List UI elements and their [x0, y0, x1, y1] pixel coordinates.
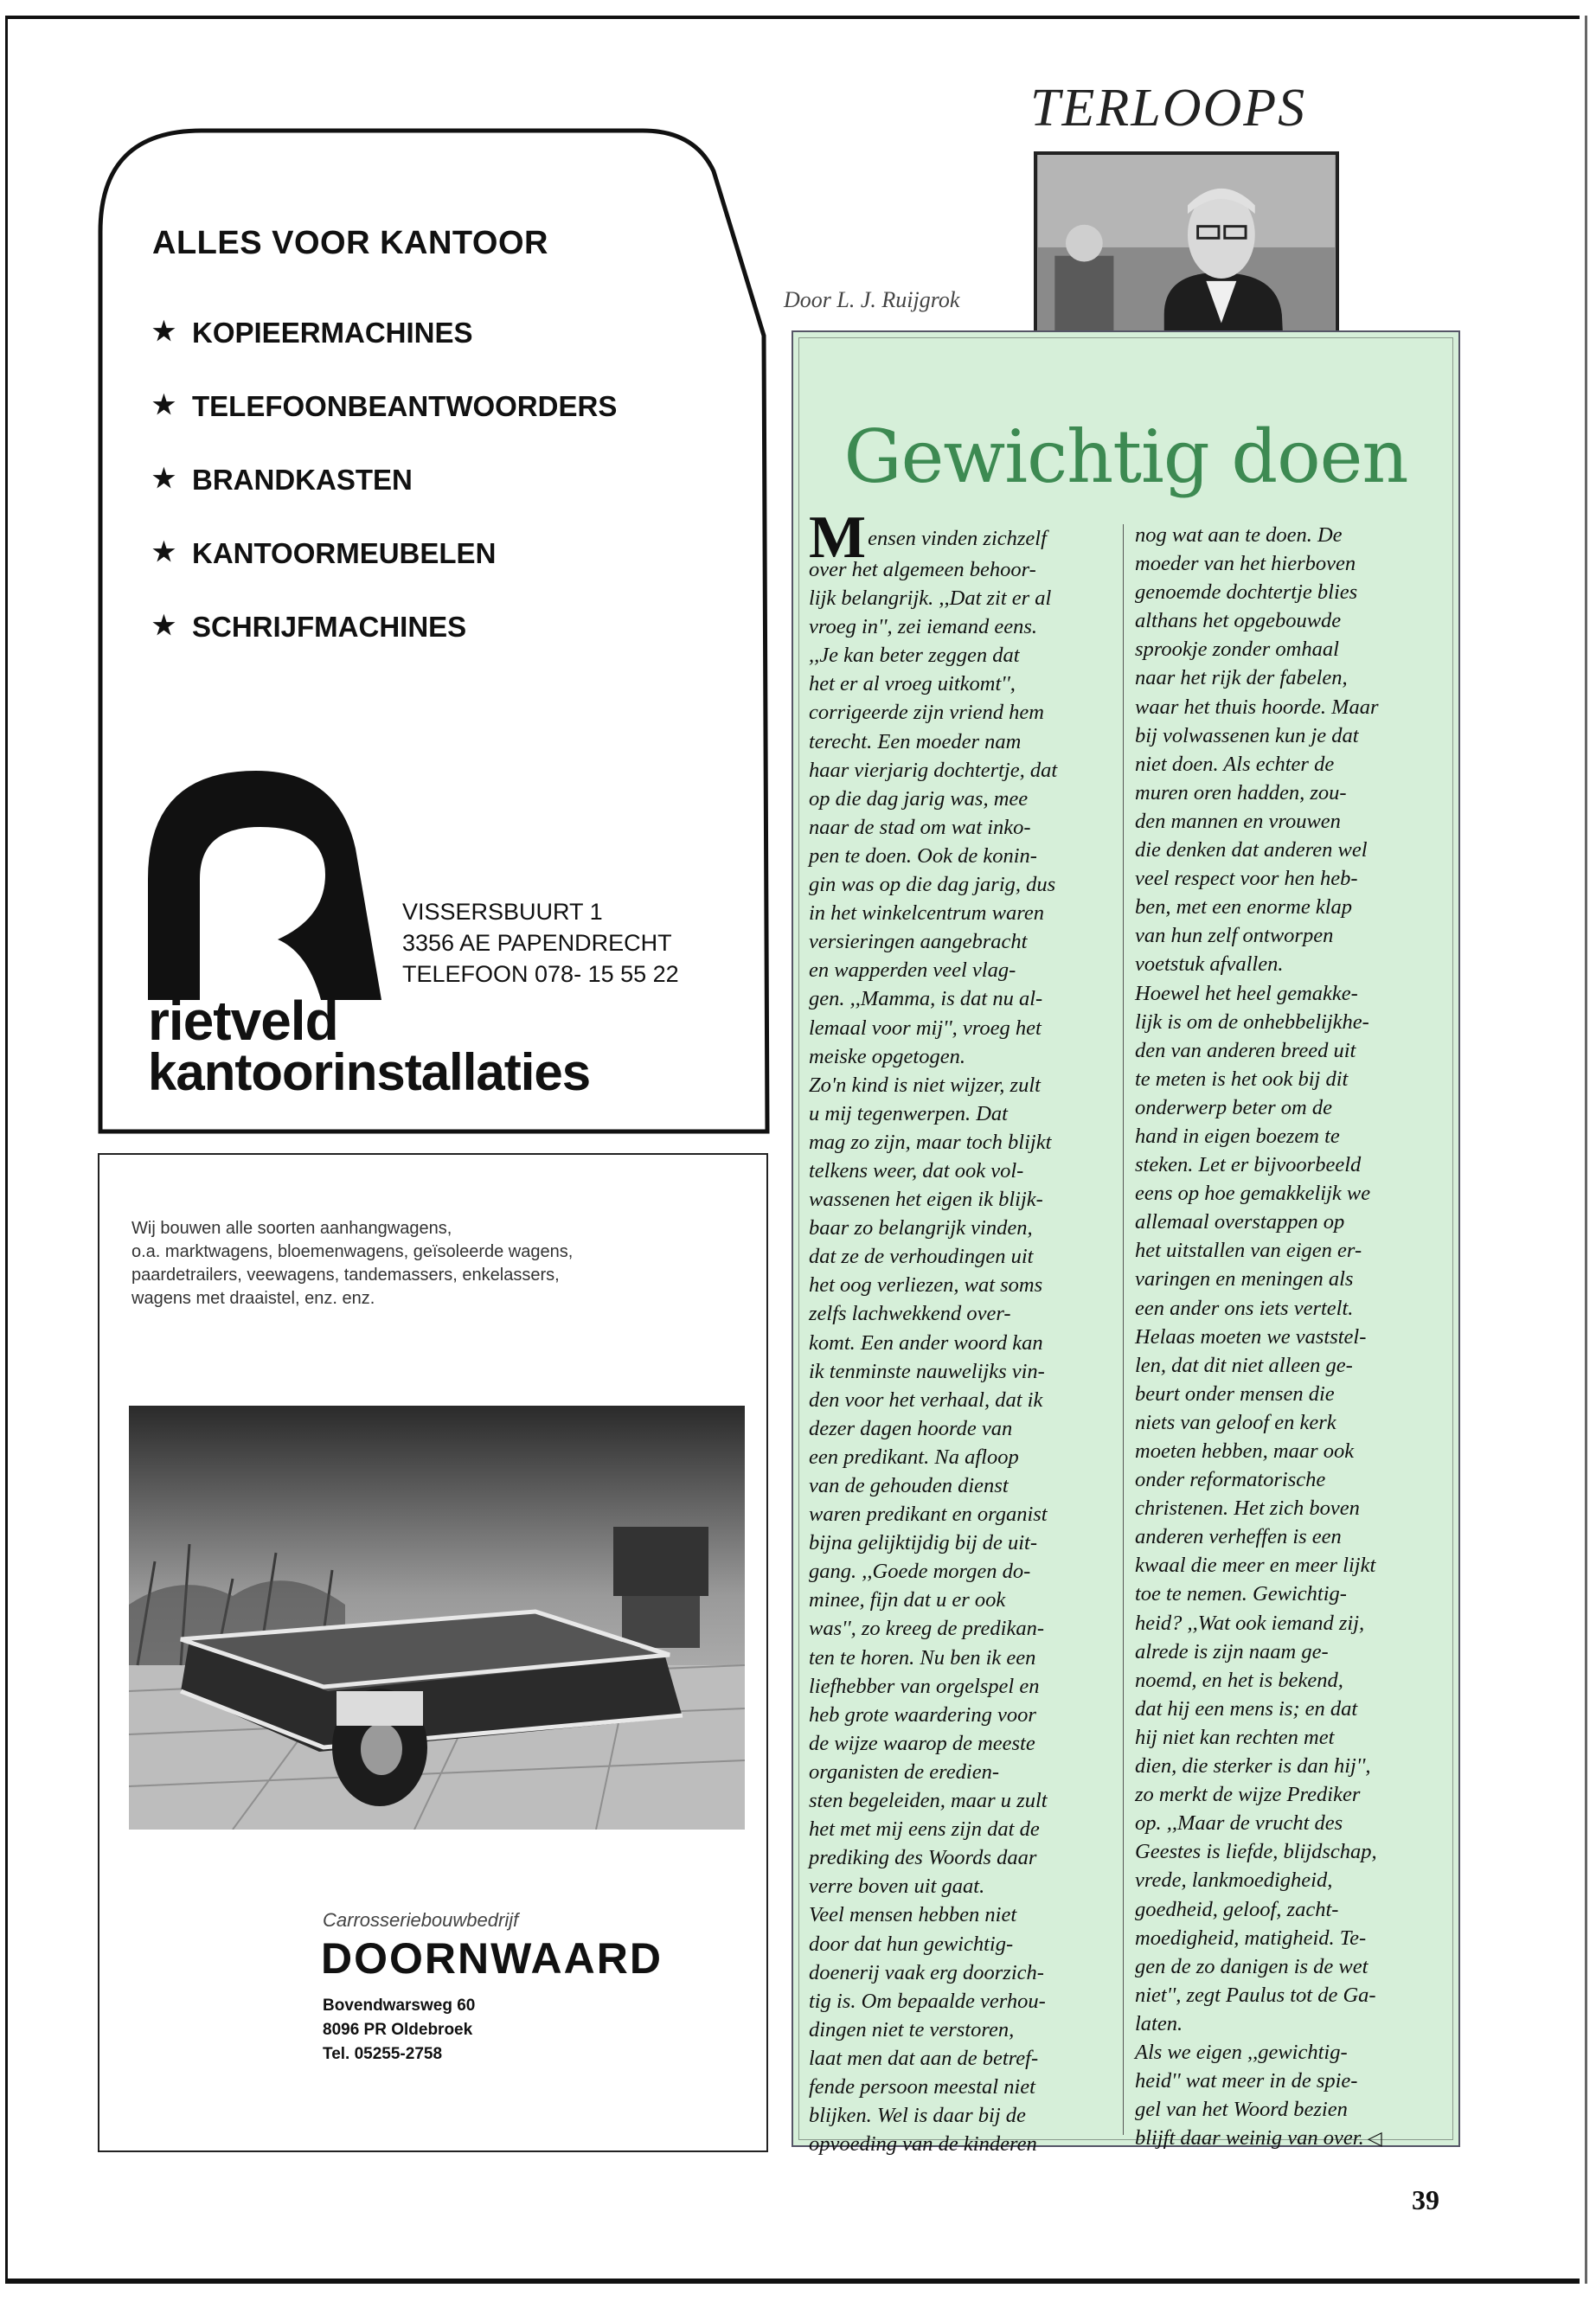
- article-line: sten begeleiden, maar u zult: [809, 1789, 1048, 1813]
- article-line: te meten is het ook bij dit: [1135, 1067, 1349, 1091]
- article-line: den voor het verhaal, dat ik: [809, 1388, 1043, 1412]
- article-line: een predikant. Na afloop: [809, 1445, 1019, 1469]
- article-line: pen te doen. Ook de konin-: [809, 843, 1037, 868]
- star-icon: ★: [152, 612, 176, 640]
- article-line: heid? ,,Wat ook iemand zij,: [1135, 1611, 1365, 1635]
- article-line: het uitstallen van eigen er-: [1135, 1239, 1362, 1263]
- star-icon: ★: [152, 465, 176, 493]
- article-line: ten te horen. Nu ben ik een: [809, 1645, 1036, 1670]
- article-column-left: [809, 504, 1058, 2158]
- article-line: alrede is zijn naam ge-: [1135, 1639, 1329, 1663]
- page-frame-right-edge: [1585, 16, 1587, 2284]
- article-line: lijk belangrijk. ,,Dat zit er al: [809, 586, 1052, 611]
- article-line: komt. Een ander woord kan: [809, 1330, 1043, 1355]
- article-line: liefhebber van orgelspel en: [809, 1674, 1040, 1698]
- article-line: terecht. Een moeder nam: [809, 729, 1022, 753]
- article-line: niet'', zegt Paulus tot de Ga-: [1135, 1983, 1376, 2007]
- article-line: die denken dat anderen wel: [1135, 838, 1368, 862]
- article-headline: Gewichtig doen: [843, 414, 1408, 499]
- article-line: niets van geloof en kerk: [1135, 1410, 1336, 1434]
- article-line: eens op hoe gemakkelijk we: [1135, 1182, 1371, 1206]
- article-line: vroeg in'', zei iemand eens.: [809, 615, 1038, 639]
- article-line: Helaas moeten we vaststel-: [1135, 1324, 1367, 1349]
- article-line: muren oren hadden, zou-: [1135, 780, 1347, 804]
- ad-headline: ALLES VOOR KANTOOR: [152, 225, 548, 261]
- article-line: naar het rijk der fabelen,: [1135, 666, 1348, 690]
- article-line: prediking des Woords daar: [809, 1846, 1037, 1870]
- article-line: het oog verliezen, wat soms: [809, 1273, 1043, 1298]
- rietveld-logo-icon: [148, 771, 381, 1000]
- article-line: op. ,,Maar de vrucht des: [1135, 1811, 1343, 1836]
- article-line: noemd, en het is bekend,: [1135, 1668, 1343, 1692]
- brand-tagline: kantoorinstallaties: [148, 1043, 591, 1101]
- star-icon: ★: [152, 317, 176, 346]
- article-line: ben, met een enorme klap: [1135, 895, 1353, 920]
- company-name: DOORNWAARD: [321, 1934, 663, 1983]
- article-line: baar zo belangrijk vinden,: [809, 1216, 1033, 1240]
- article-line: u mij tegenwerpen. Dat: [809, 1101, 1008, 1125]
- article-line: gen. ,,Mamma, is dat nu al-: [809, 987, 1043, 1011]
- article-line: den mannen en vrouwen: [1135, 809, 1341, 833]
- article-line: onder reformatorische: [1135, 1468, 1326, 1492]
- article-column-right: [1135, 521, 1382, 2152]
- brand-name: rietveld: [148, 990, 338, 1052]
- article-line: naar de stad om wat inko-: [809, 815, 1031, 839]
- article-line: telkens weer, dat ook vol-: [809, 1158, 1024, 1183]
- article-line: lijk is om de onhebbelijkhe-: [1135, 1009, 1369, 1034]
- product-item: ★ TELEFOONBEANTWOORDERS: [152, 390, 618, 422]
- article-line: heid'' wat meer in de spie-: [1135, 2069, 1358, 2093]
- article-line: versieringen aangebracht: [809, 930, 1028, 954]
- article-line: haar vierjarig dochtertje, dat: [809, 758, 1058, 782]
- article-line: gang. ,,Goede morgen do-: [809, 1560, 1031, 1584]
- article-line: was'', zo kreeg de predikan-: [809, 1617, 1044, 1641]
- article-line: het met mij eens zijn dat de: [809, 1817, 1040, 1842]
- column-article: [792, 330, 1460, 2157]
- article-line: waren predikant en organist: [809, 1503, 1048, 1527]
- article-line: Als we eigen ,,gewichtig-: [1135, 2040, 1348, 2064]
- article-line: van de gehouden dienst: [809, 1474, 1009, 1497]
- article-line: veel respect voor hen heb-: [1135, 867, 1358, 891]
- article-line: toe te nemen. Gewichtig-: [1135, 1582, 1347, 1606]
- article-last-line: blijft daar weinig van over. ◁: [1135, 2126, 1382, 2150]
- article-line: niet doen. Als echter de: [1135, 752, 1335, 776]
- article-line: dingen niet te verstoren,: [809, 2017, 1015, 2041]
- article-line: gel van het Woord bezien: [1135, 2098, 1348, 2122]
- article-line: laat men dat aan de betref-: [809, 2046, 1039, 2070]
- article-line: sprookje zonder omhaal: [1135, 638, 1339, 662]
- article-line: de wijze waarop de meeste: [809, 1731, 1035, 1755]
- article-line: door dat hun gewichtig-: [809, 1932, 1014, 1956]
- article-line: kwaal die meer en meer lijkt: [1135, 1554, 1376, 1578]
- article-line: Veel mensen hebben niet: [809, 1903, 1017, 1927]
- article-line: en wapperden veel vlag-: [809, 958, 1016, 983]
- company-address: VISSERSBUURT 1 3356 AE PAPENDRECHT TELEFOON 078- 15 55 22: [402, 899, 679, 987]
- article-line: moeder van het hierboven: [1135, 552, 1356, 576]
- article-line: allemaal overstappen op: [1135, 1210, 1345, 1234]
- article-line: dien, die sterker is dan hij'',: [1135, 1754, 1371, 1779]
- article-line: dezer dagen hoorde van: [809, 1416, 1013, 1440]
- article-line: wassenen het eigen ik blijk-: [809, 1188, 1043, 1212]
- article-line: verre boven uit gaat.: [809, 1875, 985, 1899]
- article-first-line: Mensen vinden zichzelf: [809, 504, 1047, 571]
- article-line: heb grote waardering voor: [809, 1702, 1036, 1727]
- article-line: moeten hebben, maar ook: [1135, 1439, 1355, 1463]
- page-number: 39: [1412, 2184, 1439, 2215]
- article-line: fende persoon meestal niet: [809, 2074, 1035, 2099]
- author-byline: Door L. J. Ruijgrok: [784, 287, 960, 312]
- article-line: bijna gelijktijdig bij de uit-: [809, 1531, 1038, 1555]
- article-line: len, dat dit niet alleen ge-: [1135, 1353, 1353, 1377]
- article-line: waar het thuis hoorde. Maar: [1135, 695, 1379, 719]
- article-line: ,,Je kan beter zeggen dat: [809, 644, 1020, 668]
- doornwaard-advertisement: [98, 1153, 768, 2152]
- article-line: nog wat aan te doen. De: [1135, 523, 1343, 547]
- product-list: [152, 317, 617, 684]
- product-item: ★ SCHRIJFMACHINES: [152, 611, 467, 643]
- article-line: Zo'n kind is niet wijzer, zult: [809, 1073, 1041, 1097]
- article-line: laten.: [1135, 2011, 1183, 2035]
- trailer-photo: [129, 1406, 745, 1830]
- star-icon: ★: [152, 538, 176, 567]
- article-line: minee, fijn dat u er ook: [809, 1588, 1006, 1612]
- end-mark-icon: ◁: [1367, 2127, 1382, 2150]
- article-line: in het winkelcentrum waren: [809, 901, 1044, 926]
- article-line: opvoeding van de kinderen: [809, 2132, 1037, 2157]
- product-item: ★ BRANDKASTEN: [152, 464, 413, 496]
- article-line: corrigeerde zijn vriend hem: [809, 701, 1044, 725]
- article-line: een ander ons iets vertelt.: [1135, 1296, 1354, 1320]
- article-line: ik tenminste nauwelijks vin-: [809, 1359, 1045, 1383]
- article-line: mag zo zijn, maar toch blijkt: [809, 1130, 1052, 1154]
- section-title: TERLOOPS: [1030, 79, 1307, 138]
- article-line: op die dag jarig was, mee: [809, 786, 1029, 811]
- article-line: hij niet kan rechten met: [1135, 1725, 1335, 1749]
- drop-cap: M: [809, 504, 867, 571]
- article-line: onderwerp beter om de: [1135, 1095, 1332, 1119]
- article-line: gen de zo danigen is de wet: [1135, 1954, 1368, 1978]
- article-line: blijken. Wel is daar bij de: [809, 2104, 1026, 2128]
- article-line: tig is. Om bepaalde verhou-: [809, 1989, 1046, 2013]
- article-line: hand in eigen boezem te: [1135, 1124, 1340, 1148]
- article-line: organisten de eredien-: [809, 1759, 999, 1784]
- article-line: over het algemeen behoor-: [809, 558, 1036, 581]
- article-line: zelfs lachwekkend over-: [809, 1302, 1011, 1326]
- article-line: het er al vroeg uitkomt'',: [809, 672, 1016, 696]
- article-line: beurt onder mensen die: [1135, 1381, 1335, 1406]
- article-line: zo merkt de wijze Prediker: [1135, 1783, 1361, 1807]
- article-line: vrede, lankmoedigheid,: [1135, 1868, 1333, 1893]
- rietveld-advertisement: [98, 128, 770, 1134]
- article-line: goedheid, geloof, zacht-: [1135, 1897, 1339, 1921]
- article-line: lemaal voor mij'', vroeg het: [809, 1016, 1042, 1040]
- article-line: genoemde dochtertje blies: [1135, 580, 1358, 605]
- article-line: voetstuk afvallen.: [1135, 952, 1284, 977]
- article-line: meiske opgetogen.: [809, 1044, 965, 1068]
- article-line: anderen verheffen is een: [1135, 1525, 1342, 1549]
- company-address: Bovendwarsweg 60 8096 PR Oldebroek Tel. 05255-2758: [323, 1997, 476, 2063]
- article-line: doenerij vaak erg doorzich-: [809, 1960, 1044, 1984]
- article-line: moedigheid, matigheid. Te-: [1135, 1926, 1367, 1950]
- article-line: Geestes is liefde, blijdschap,: [1135, 1840, 1377, 1864]
- article-line: bij volwassenen kun je dat: [1135, 723, 1359, 747]
- article-line: althans het opgebouwde: [1135, 609, 1342, 633]
- article-line: Hoewel het heel gemakke-: [1135, 981, 1358, 1005]
- column-divider: [1123, 524, 1124, 2135]
- ad-description: Wij bouwen alle soorten aanhangwagens, o.a. marktwagens, bloemenwagens, geïsoleerde wagens, paardetrailers, veewagens, tandemassers, enkelassers, wagens met draaistel, enz. enz.: [131, 1219, 574, 1308]
- article-line: den van anderen breed uit: [1135, 1038, 1356, 1062]
- article-line: van hun zelf ontworpen: [1135, 924, 1334, 948]
- article-line: varingen en meningen als: [1135, 1267, 1354, 1292]
- product-item: ★ KOPIEERMACHINES: [152, 317, 473, 349]
- article-line: steken. Let er bijvoorbeeld: [1135, 1153, 1362, 1177]
- article-line: dat hij een mens is; en dat: [1135, 1696, 1358, 1721]
- article-line: gin was op die dag jarig, dus: [809, 873, 1056, 897]
- product-item: ★ KANTOORMEUBELEN: [152, 537, 497, 569]
- star-icon: ★: [152, 391, 176, 420]
- company-subtitle: Carrosseriebouwbedrijf: [323, 1909, 519, 1931]
- article-line: dat ze de verhoudingen uit: [809, 1245, 1034, 1269]
- article-line: christenen. Het zich boven: [1135, 1497, 1360, 1521]
